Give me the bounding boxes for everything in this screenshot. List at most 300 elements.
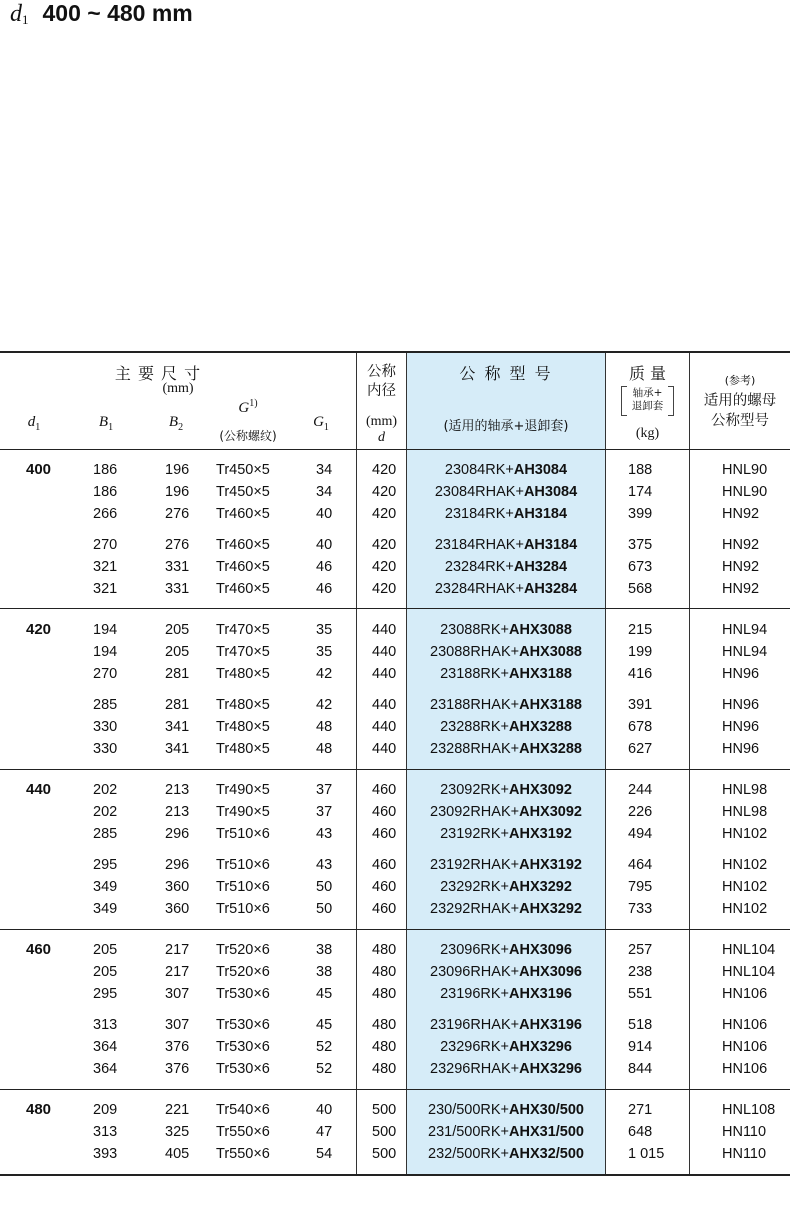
cell-g1: 46	[316, 559, 333, 575]
col-designation-heading: 公 称 型 号	[459, 364, 553, 383]
table-row	[0, 641, 790, 663]
cell-designation	[407, 801, 605, 823]
cell-d: 420	[372, 484, 397, 500]
col-b2-heading: $B_2$	[168, 414, 184, 433]
cell-b1: 202	[93, 804, 118, 820]
title-range: 400 ~ 480 mm	[42, 0, 193, 26]
cell-g: Tr530×6	[216, 986, 270, 1002]
cell-b2: 281	[165, 697, 190, 713]
bearing-code: 23188RHAK+	[430, 697, 520, 713]
cell-nut: HNL94	[722, 622, 768, 638]
cell-d1: 420	[26, 621, 52, 638]
cell-g1: 38	[316, 964, 333, 980]
cell-b1: 295	[93, 986, 118, 1002]
cell-g1: 35	[316, 622, 333, 638]
cell-g: Tr470×5	[216, 644, 270, 660]
cell-designation	[407, 983, 605, 1005]
cell-nut: HN92	[722, 559, 760, 575]
cell-designation	[407, 663, 605, 685]
cell-g: Tr480×5	[216, 666, 270, 682]
sleeve-code: AHX3192	[519, 857, 582, 873]
cell-nut: HN96	[722, 719, 760, 735]
sleeve-code: AHX3092	[519, 804, 582, 820]
table-row	[0, 1121, 790, 1143]
cell-d: 440	[372, 741, 397, 757]
cell-mass: 375	[628, 537, 653, 553]
cell-designation	[407, 876, 605, 898]
cell-d: 440	[372, 719, 397, 735]
cell-b1: 205	[93, 942, 118, 958]
cell-mass: 464	[628, 857, 653, 873]
cell-mass: 188	[628, 462, 653, 478]
cell-g1: 48	[316, 719, 333, 735]
table-row	[0, 556, 790, 578]
cell-nut: HNL90	[722, 484, 768, 500]
cell-b1: 186	[93, 462, 118, 478]
cell-designation	[407, 1058, 605, 1080]
bearing-code: 23084RHAK+	[434, 484, 524, 500]
cell-g: Tr490×5	[216, 782, 270, 798]
cell-g: Tr460×5	[216, 537, 270, 553]
group-rule	[0, 608, 790, 609]
cell-nut: HN96	[722, 697, 760, 713]
sleeve-code: AHX3296	[509, 1039, 572, 1055]
sleeve-code: AH3084	[523, 484, 578, 500]
cell-b1: 313	[93, 1124, 118, 1140]
cell-mass: 678	[628, 719, 653, 735]
table-row	[0, 578, 790, 600]
table-row	[0, 481, 790, 503]
cell-b1: 186	[93, 484, 118, 500]
cell-d: 420	[372, 581, 397, 597]
table-row	[0, 534, 790, 556]
cell-designation	[407, 578, 605, 600]
sleeve-code: AHX3088	[519, 644, 582, 660]
bearing-code: 23284RHAK+	[434, 581, 524, 597]
group-rule	[0, 929, 790, 930]
cell-nut: HN96	[722, 666, 760, 682]
cell-g1: 42	[316, 697, 333, 713]
cell-d: 480	[372, 1017, 397, 1033]
sleeve-code: AHX3196	[519, 1017, 582, 1033]
cell-mass: 844	[628, 1061, 653, 1077]
col-g-note: (公称螺纹)	[219, 429, 277, 443]
cell-g: Tr510×6	[216, 857, 270, 873]
cell-nut: HN106	[722, 1017, 768, 1033]
cell-designation	[407, 1014, 605, 1036]
table-row	[0, 1099, 790, 1121]
cell-d: 420	[372, 537, 397, 553]
cell-d1: 400	[26, 461, 52, 478]
cell-designation	[407, 738, 605, 760]
cell-d: 500	[372, 1146, 397, 1162]
cell-nut: HN102	[722, 826, 768, 842]
cell-g: Tr510×6	[216, 879, 270, 895]
cell-g: Tr550×6	[216, 1124, 270, 1140]
table-row	[0, 801, 790, 823]
col-nut-heading-2: 公称型号	[711, 413, 769, 429]
cell-g1: 40	[316, 537, 333, 553]
cell-mass: 238	[628, 964, 653, 980]
cell-nut: HN106	[722, 1061, 768, 1077]
page-title	[10, 0, 193, 34]
cell-mass: 914	[628, 1039, 653, 1055]
group-rule	[0, 1089, 790, 1090]
cell-g: Tr530×6	[216, 1017, 270, 1033]
col-mass-note-2: 退卸套	[631, 400, 664, 412]
cell-designation	[407, 779, 605, 801]
table-row	[0, 1143, 790, 1165]
cell-g: Tr520×6	[216, 942, 270, 958]
col-d1-heading: $d_1$	[27, 414, 41, 433]
cell-g: Tr480×5	[216, 697, 270, 713]
cell-g1: 50	[316, 901, 333, 917]
bearing-code: 23096RHAK+	[430, 964, 520, 980]
cell-b2: 331	[165, 559, 190, 575]
col-mass-unit: (kg)	[635, 426, 660, 441]
cell-g1: 43	[316, 826, 333, 842]
cell-b2: 281	[165, 666, 190, 682]
cell-b1: 321	[93, 581, 118, 597]
cell-b1: 349	[93, 879, 118, 895]
cell-g1: 34	[316, 484, 333, 500]
cell-g1: 35	[316, 644, 333, 660]
cell-b1: 364	[93, 1061, 118, 1077]
sleeve-code: AHX3196	[509, 986, 572, 1002]
cell-g1: 48	[316, 741, 333, 757]
cell-b1: 266	[93, 506, 118, 522]
cell-g1: 37	[316, 804, 333, 820]
table-row	[0, 1058, 790, 1080]
cell-d: 420	[372, 559, 397, 575]
cell-g1: 52	[316, 1061, 333, 1077]
col-mass-heading: 质 量	[628, 364, 667, 383]
cell-b2: 296	[165, 826, 190, 842]
cell-nut: HN106	[722, 986, 768, 1002]
sleeve-code: AHX31/500	[509, 1124, 584, 1140]
bearing-code: 232/500RK+	[428, 1146, 510, 1162]
cell-mass: 199	[628, 644, 653, 660]
cell-b1: 285	[93, 826, 118, 842]
cell-nut: HNL98	[722, 804, 768, 820]
cell-mass: 257	[628, 942, 653, 958]
cell-designation	[407, 481, 605, 503]
cell-b1: 321	[93, 559, 118, 575]
cell-g: Tr490×5	[216, 804, 270, 820]
cell-nut: HN92	[722, 537, 760, 553]
cell-g: Tr540×6	[216, 1102, 270, 1118]
cell-d: 480	[372, 964, 397, 980]
cell-b2: 376	[165, 1039, 190, 1055]
cell-g1: 45	[316, 1017, 333, 1033]
table-row	[0, 876, 790, 898]
bearing-code: 23292RK+	[440, 879, 510, 895]
sleeve-code: AHX3188	[519, 697, 582, 713]
sleeve-code: AHX3296	[519, 1061, 582, 1077]
cell-b1: 330	[93, 741, 118, 757]
cell-mass: 494	[628, 826, 653, 842]
cell-g1: 38	[316, 942, 333, 958]
spec-table	[0, 351, 790, 1176]
bearing-code: 23196RK+	[440, 986, 510, 1002]
cell-designation	[407, 534, 605, 556]
cell-nut: HNL98	[722, 782, 768, 798]
cell-designation	[407, 1036, 605, 1058]
cell-nut: HNL108	[722, 1102, 776, 1118]
cell-mass: 551	[628, 986, 653, 1002]
cell-g: Tr450×5	[216, 462, 270, 478]
cell-b2: 196	[165, 484, 190, 500]
table-row	[0, 779, 790, 801]
table-row	[0, 898, 790, 920]
table-row	[0, 738, 790, 760]
sleeve-code: AHX3088	[509, 622, 572, 638]
bearing-code: 23092RHAK+	[430, 804, 520, 820]
cell-b2: 217	[165, 964, 190, 980]
bearing-code: 23288RHAK+	[430, 741, 520, 757]
cell-d: 480	[372, 1061, 397, 1077]
cell-nut: HNL90	[722, 462, 768, 478]
cell-mass: 244	[628, 782, 653, 798]
cell-b2: 205	[165, 622, 190, 638]
cell-d: 440	[372, 622, 397, 638]
sleeve-code: AHX3292	[509, 879, 572, 895]
cell-b1: 364	[93, 1039, 118, 1055]
table-row	[0, 983, 790, 1005]
col-bore-symbol: d	[378, 430, 385, 445]
col-bore-unit: (mm)	[365, 414, 398, 429]
cell-designation	[407, 854, 605, 876]
col-designation-note: (适用的轴承+退卸套)	[443, 419, 569, 434]
cell-mass: 416	[628, 666, 653, 682]
col-g-heading: $G^{1)}$	[238, 398, 258, 416]
cell-mass: 568	[628, 581, 653, 597]
cell-b1: 209	[93, 1102, 118, 1118]
cell-mass: 1 015	[628, 1146, 665, 1162]
cell-nut: HNL104	[722, 964, 776, 980]
cell-g: Tr520×6	[216, 964, 270, 980]
cell-g1: 37	[316, 782, 333, 798]
table-row	[0, 939, 790, 961]
cell-g1: 50	[316, 879, 333, 895]
sleeve-code: AHX30/500	[509, 1102, 584, 1118]
cell-designation	[407, 694, 605, 716]
cell-b1: 330	[93, 719, 118, 735]
cell-b2: 276	[165, 537, 190, 553]
cell-nut: HN110	[722, 1124, 767, 1140]
bearing-code: 23288RK+	[440, 719, 510, 735]
table-row	[0, 1036, 790, 1058]
bearing-code: 23184RK+	[444, 506, 514, 522]
cell-designation	[407, 641, 605, 663]
cell-nut: HN92	[722, 506, 760, 522]
bearing-code: 23192RHAK+	[430, 857, 520, 873]
cell-designation	[407, 716, 605, 738]
table-row	[0, 663, 790, 685]
bearing-code: 23296RHAK+	[430, 1061, 520, 1077]
cell-g1: 54	[316, 1146, 333, 1162]
table-row	[0, 854, 790, 876]
cell-b1: 205	[93, 964, 118, 980]
cell-designation	[407, 556, 605, 578]
cell-g1: 43	[316, 857, 333, 873]
cell-nut: HN102	[722, 901, 768, 917]
sleeve-code: AHX32/500	[509, 1146, 584, 1162]
cell-g1: 45	[316, 986, 333, 1002]
cell-d: 440	[372, 666, 397, 682]
col-nut-heading-1: 适用的螺母	[703, 393, 777, 409]
cell-d1: 440	[26, 781, 52, 798]
group-rule	[0, 769, 790, 770]
sleeve-code: AHX3188	[509, 666, 572, 682]
cell-d1: 480	[26, 1101, 52, 1118]
sleeve-code: AH3084	[513, 462, 568, 478]
cell-b2: 325	[165, 1124, 190, 1140]
cell-designation	[407, 1099, 605, 1121]
cell-b2: 307	[165, 986, 190, 1002]
sleeve-code: AHX3192	[509, 826, 572, 842]
sleeve-code: AH3284	[523, 581, 578, 597]
cell-b2: 213	[165, 804, 190, 820]
cell-g: Tr530×6	[216, 1039, 270, 1055]
table-row	[0, 961, 790, 983]
cell-g: Tr510×6	[216, 826, 270, 842]
cell-d: 440	[372, 697, 397, 713]
cell-designation	[407, 898, 605, 920]
bearing-code: 23188RK+	[440, 666, 510, 682]
col-mass-note-1: 轴承+	[632, 387, 663, 399]
cell-g: Tr480×5	[216, 719, 270, 735]
cell-g: Tr450×5	[216, 484, 270, 500]
main-dims-heading: 主 要 尺 寸	[114, 364, 202, 383]
cell-mass: 518	[628, 1017, 653, 1033]
cell-mass: 399	[628, 506, 653, 522]
title-symbol: $d_1$	[10, 1, 29, 27]
cell-b1: 270	[93, 537, 118, 553]
cell-g1: 46	[316, 581, 333, 597]
header-rule	[0, 449, 790, 450]
cell-b1: 285	[93, 697, 118, 713]
table-top-rule	[0, 351, 790, 353]
cell-mass: 795	[628, 879, 653, 895]
bearing-code: 23284RK+	[444, 559, 514, 575]
cell-d: 460	[372, 879, 397, 895]
cell-nut: HNL94	[722, 644, 768, 660]
table-row	[0, 619, 790, 641]
cell-designation	[407, 939, 605, 961]
cell-b1: 349	[93, 901, 118, 917]
cell-g1: 47	[316, 1124, 333, 1140]
cell-b1: 295	[93, 857, 118, 873]
cell-b2: 296	[165, 857, 190, 873]
cell-d: 480	[372, 942, 397, 958]
cell-b2: 213	[165, 782, 190, 798]
sleeve-code: AHX3096	[519, 964, 582, 980]
cell-b2: 276	[165, 506, 190, 522]
table-row	[0, 459, 790, 481]
cell-g: Tr460×5	[216, 506, 270, 522]
main-dims-unit: (mm)	[162, 381, 194, 396]
cell-designation	[407, 459, 605, 481]
cell-d: 500	[372, 1124, 397, 1140]
cell-g1: 40	[316, 506, 333, 522]
cell-b2: 341	[165, 719, 190, 735]
cell-b1: 270	[93, 666, 118, 682]
table-row	[0, 716, 790, 738]
cell-g: Tr480×5	[216, 741, 270, 757]
bearing-code: 231/500RK+	[428, 1124, 510, 1140]
cell-g: Tr510×6	[216, 901, 270, 917]
cell-nut: HN102	[722, 857, 768, 873]
cell-d: 420	[372, 506, 397, 522]
cell-mass: 733	[628, 901, 653, 917]
cell-nut: HNL104	[722, 942, 776, 958]
cell-nut: HN92	[722, 581, 760, 597]
cell-g: Tr530×6	[216, 1061, 270, 1077]
cell-mass: 174	[628, 484, 653, 500]
cell-b1: 194	[93, 644, 118, 660]
bearing-code: 23196RHAK+	[430, 1017, 520, 1033]
bearing-code: 230/500RK+	[428, 1102, 510, 1118]
bearing-code: 23292RHAK+	[430, 901, 520, 917]
cell-nut: HN102	[722, 879, 768, 895]
cell-b2: 307	[165, 1017, 190, 1033]
cell-designation	[407, 619, 605, 641]
cell-designation	[407, 961, 605, 983]
cell-d1: 460	[26, 941, 52, 958]
cell-b2: 221	[165, 1102, 190, 1118]
cell-g1: 40	[316, 1102, 333, 1118]
cell-d: 480	[372, 986, 397, 1002]
cell-b2: 376	[165, 1061, 190, 1077]
cell-mass: 271	[628, 1102, 653, 1118]
col-nut-ref: (参考)	[724, 374, 756, 387]
col-g1-heading: $G_1$	[313, 414, 329, 433]
col-b1-heading: $B_1$	[98, 414, 114, 433]
cell-b1: 194	[93, 622, 118, 638]
sleeve-code: AH3184	[513, 506, 568, 522]
cell-b2: 405	[165, 1146, 190, 1162]
bearing-code: 23088RK+	[440, 622, 510, 638]
cell-g1: 52	[316, 1039, 333, 1055]
cell-b1: 202	[93, 782, 118, 798]
cell-g: Tr460×5	[216, 559, 270, 575]
cell-d: 500	[372, 1102, 397, 1118]
cell-designation	[407, 1121, 605, 1143]
bearing-code: 23084RK+	[444, 462, 514, 478]
cell-mass: 648	[628, 1124, 653, 1140]
table-bottom-rule	[0, 1174, 790, 1176]
cell-b2: 360	[165, 901, 190, 917]
col-bore-heading-2: 内径	[367, 383, 396, 399]
cell-g1: 42	[316, 666, 333, 682]
sleeve-code: AHX3288	[519, 741, 582, 757]
cell-d: 480	[372, 1039, 397, 1055]
cell-b2: 360	[165, 879, 190, 895]
cell-d: 460	[372, 901, 397, 917]
cell-d: 460	[372, 782, 397, 798]
bearing-code: 23192RK+	[440, 826, 510, 842]
cell-d: 440	[372, 644, 397, 660]
cell-b1: 393	[93, 1146, 118, 1162]
col-bore-heading-1: 公称	[367, 364, 396, 380]
cell-nut: HN110	[722, 1146, 767, 1162]
cell-d: 460	[372, 826, 397, 842]
table-row	[0, 823, 790, 845]
cell-b2: 341	[165, 741, 190, 757]
cell-mass: 627	[628, 741, 653, 757]
cell-g: Tr550×6	[216, 1146, 270, 1162]
